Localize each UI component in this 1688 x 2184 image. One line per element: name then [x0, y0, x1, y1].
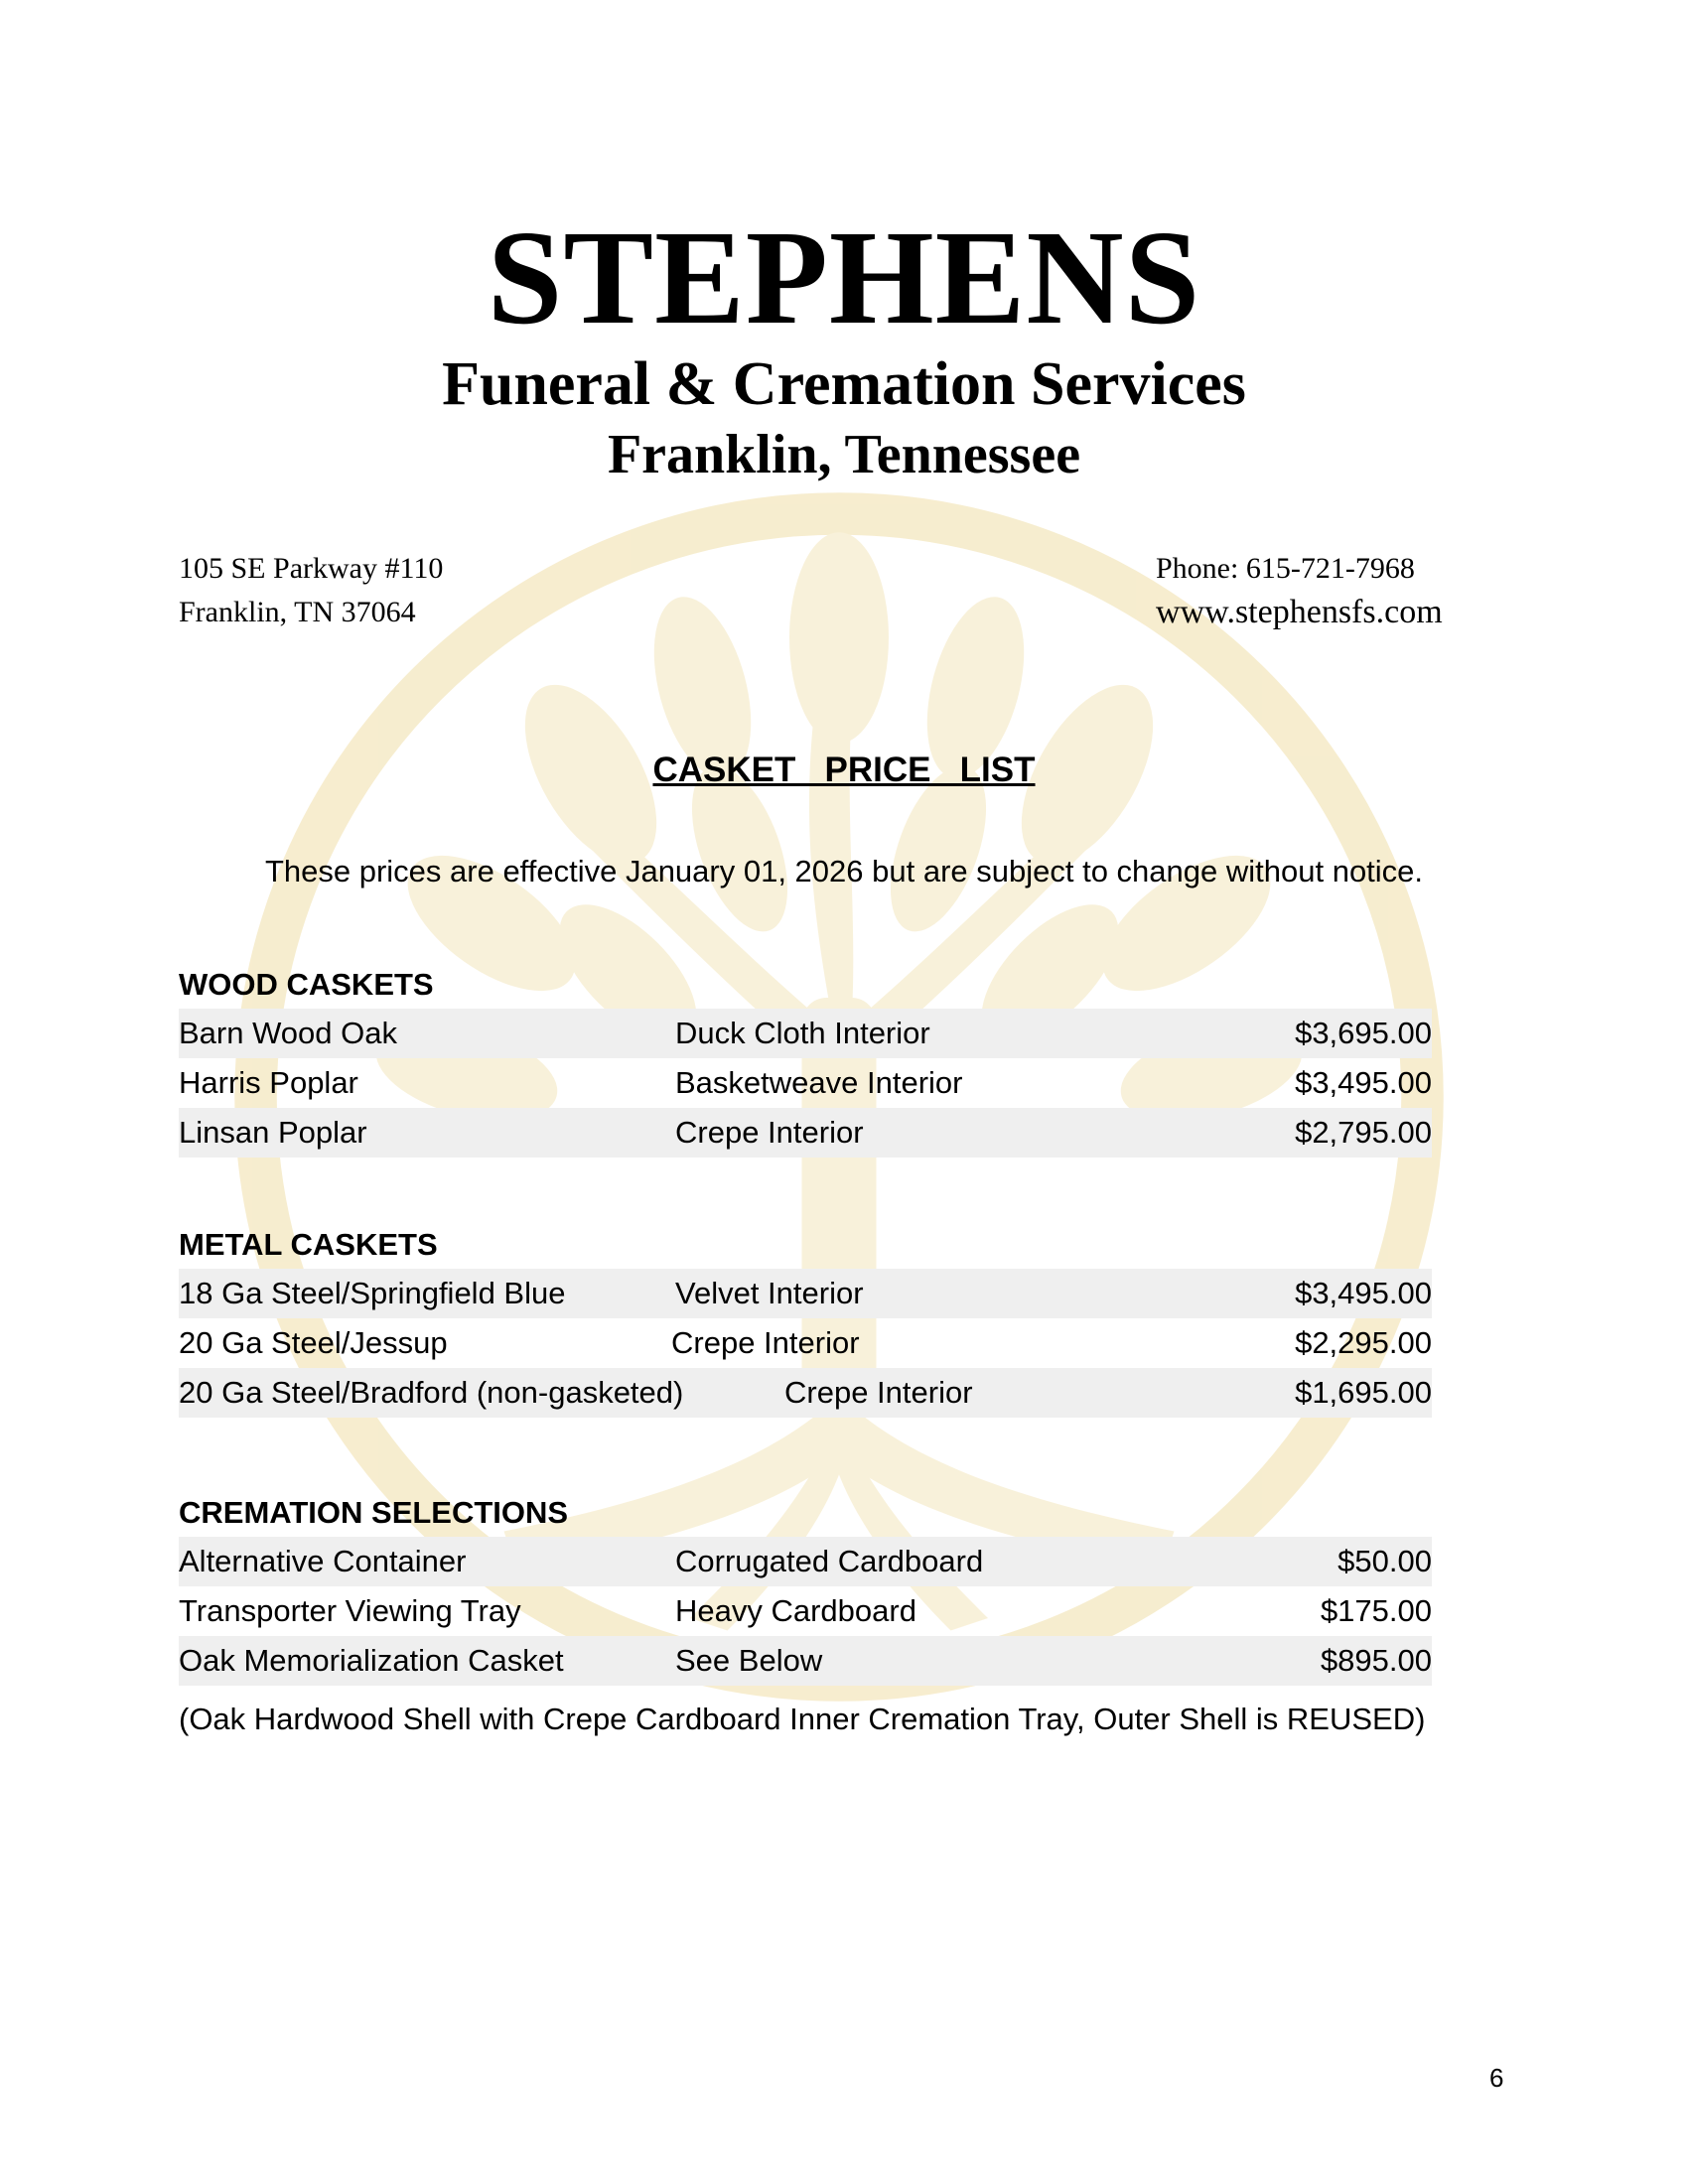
- brand-city: Franklin, Tennessee: [607, 424, 1081, 485]
- item-name: Oak Memorialization Casket: [179, 1643, 564, 1678]
- item-name: Alternative Container: [179, 1544, 467, 1578]
- website-link[interactable]: www.stephensfs.com: [1156, 594, 1443, 630]
- item-interior: Crepe Interior: [675, 1115, 864, 1150]
- address-line-2: Franklin, TN 37064: [179, 596, 416, 628]
- item-price: $3,495.00: [1295, 1065, 1432, 1100]
- table-row: [179, 1009, 1432, 1058]
- item-price: $175.00: [1320, 1593, 1432, 1628]
- item-interior: Heavy Cardboard: [675, 1593, 916, 1628]
- item-name: 20 Ga Steel/Bradford (non-gasketed): [179, 1375, 684, 1410]
- item-name: 18 Ga Steel/Springfield Blue: [179, 1276, 566, 1310]
- table-row: [179, 1636, 1432, 1686]
- item-price: $2,295.00: [1295, 1325, 1432, 1360]
- item-name: Harris Poplar: [179, 1065, 358, 1100]
- section-heading: METAL CASKETS: [179, 1227, 438, 1262]
- item-interior: Crepe Interior: [784, 1375, 973, 1410]
- cremation-note: (Oak Hardwood Shell with Crepe Cardboard Inner Cremation Tray, Outer Shell is REUSED): [179, 1702, 1426, 1736]
- section-metal-caskets: [179, 1229, 1432, 1418]
- item-name: Barn Wood Oak: [179, 1016, 397, 1050]
- table-row: [179, 1318, 1432, 1368]
- price-notice: These prices are effective January 01, 2026 but are subject to change without notice.: [264, 854, 1424, 888]
- table-row: [179, 1368, 1432, 1418]
- brand-name: STEPHENS: [487, 204, 1201, 352]
- address-line-1: 105 SE Parkway #110: [179, 552, 444, 585]
- table-row: [179, 1108, 1432, 1158]
- table-row: [179, 1058, 1432, 1108]
- item-interior: Velvet Interior: [675, 1276, 864, 1310]
- page-number: 6: [1489, 2063, 1504, 2093]
- item-price: $895.00: [1320, 1643, 1432, 1678]
- item-price: $50.00: [1337, 1544, 1432, 1578]
- item-name: 20 Ga Steel/Jessup: [179, 1325, 448, 1360]
- item-interior: See Below: [675, 1643, 823, 1678]
- item-name: Linsan Poplar: [179, 1115, 367, 1150]
- phone-number: Phone: 615-721-7968: [1156, 552, 1415, 585]
- item-price: $1,695.00: [1295, 1375, 1432, 1410]
- table-row: [179, 1269, 1432, 1318]
- section-wood-caskets: [179, 969, 1432, 1158]
- page-title: CASKET PRICE LIST: [652, 751, 1036, 789]
- section-heading: WOOD CASKETS: [179, 967, 434, 1002]
- brand-subtitle: Funeral & Cremation Services: [442, 350, 1246, 418]
- item-interior: Duck Cloth Interior: [675, 1016, 930, 1050]
- item-price: $3,695.00: [1295, 1016, 1432, 1050]
- section-heading: CREMATION SELECTIONS: [179, 1495, 569, 1530]
- item-price: $2,795.00: [1295, 1115, 1432, 1150]
- item-interior: Basketweave Interior: [675, 1065, 963, 1100]
- table-row: [179, 1586, 1432, 1636]
- table-row: [179, 1537, 1432, 1586]
- item-price: $3,495.00: [1295, 1276, 1432, 1310]
- section-cremation-selections: [179, 1497, 1432, 1686]
- item-name: Transporter Viewing Tray: [179, 1593, 521, 1628]
- item-interior: Corrugated Cardboard: [675, 1544, 984, 1578]
- item-interior: Crepe Interior: [671, 1325, 860, 1360]
